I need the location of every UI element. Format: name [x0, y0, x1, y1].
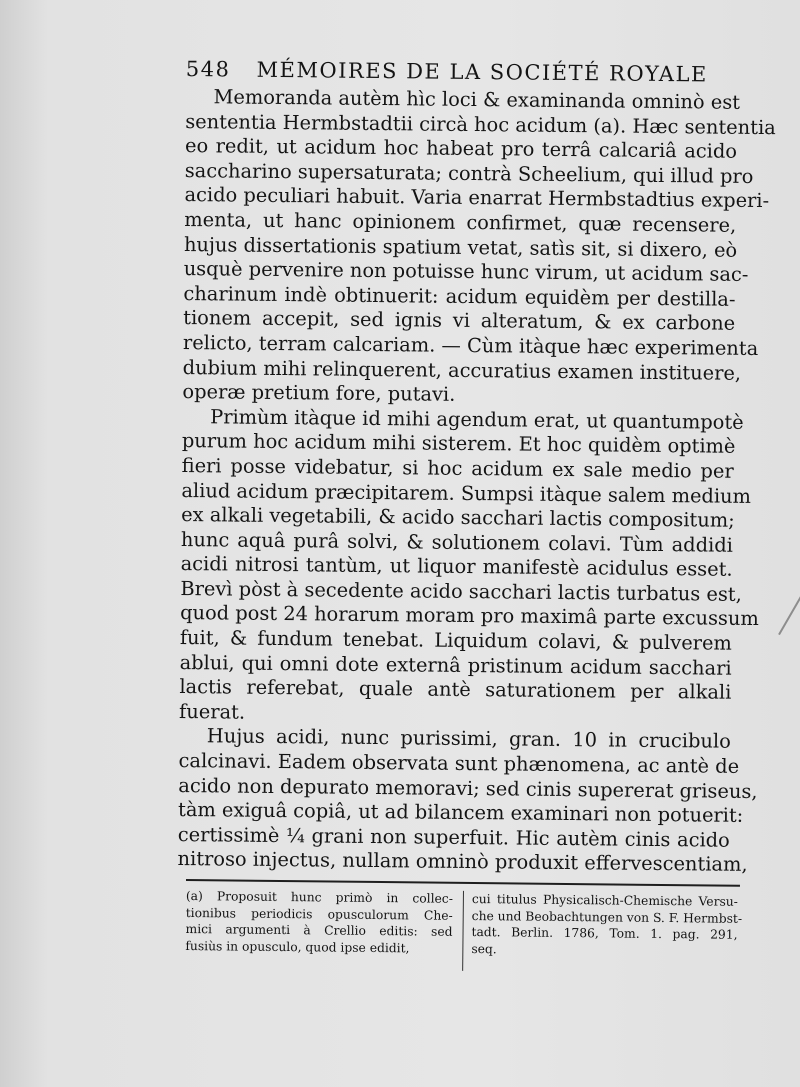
- text-line: acido non depurato memoravi; sed cinis supererat griseus,: [178, 773, 758, 803]
- text-line: eo redit, ut acidum hoc habeat pro terrâ calcariâ acido: [184, 134, 738, 163]
- text-line: ex alkali vegetabili, & acido sacchari lactis compositum;: [181, 503, 735, 532]
- text-line: certissimè ¼ grani non superfuit. Hic autèm cinis acido: [177, 822, 730, 852]
- text-line: fuit, & fundum tenebat. Liquidum colavi, & pulverem: [179, 626, 732, 655]
- text-line: usquè pervenire non potuisse hunc virum, ut acidum sac-: [183, 257, 749, 287]
- text-line: dubium mihi relinquerent, accuratius examen instituere,: [182, 355, 742, 385]
- text-line: saccharino supersaturata; contrà Scheelium, qui illud pro: [184, 158, 754, 188]
- footnote-line: fusiùs in opusculo, quod ipse edidit,: [185, 938, 410, 956]
- text-line: purum hoc acidum mihi sisterem. Et hoc quidèm optimè: [181, 429, 736, 459]
- text-line: lactis referebat, quale antè saturationem per alkali: [179, 675, 732, 704]
- text-line: acido peculiari habuit. Varia enarrat Hermbstadtius experi-: [184, 183, 770, 213]
- text-line: calcinavi. Eadem observata sunt phænomena, ac antè de: [178, 748, 740, 778]
- text-line: Hujus acidi, nunc purissimi, gran. 10 in crucibulo: [206, 724, 731, 754]
- footnote-rule: [186, 879, 740, 887]
- text-line: nitroso injectus, nullam omninò produxit effervescentiam,: [177, 847, 748, 877]
- text-line: Memoranda autèm hìc loci & examinanda omninò est: [213, 85, 741, 114]
- text-line: fuerat.: [179, 699, 246, 724]
- text-line: tionem accepit, sed ignis vi alteratum, & ex carbone: [183, 306, 736, 336]
- footnote-line: tadt. Berlin. 1786, Tom. 1. pag. 291,: [471, 925, 738, 942]
- footnote-line: che und Beobachtungen von S. F. Hermbst-: [471, 908, 743, 926]
- footnote-line: mici argumenti à Crellio editis: sed: [185, 922, 453, 939]
- text-line: Primùm itàque id mihi agendum erat, ut quantumpotè: [210, 404, 744, 434]
- footnote-line: tionibus periodicis opusculorum Che-: [185, 905, 453, 923]
- page-number: 548: [185, 56, 231, 82]
- text-line: sententia Hermbstadtii circà hoc acidum (a). Hæc sententia: [185, 109, 776, 139]
- text-line: acidi nitrosi tantùm, ut liquor manifestè acidulus esset.: [180, 552, 733, 582]
- text-line: Brevì pòst à secedente acido sacchari lactis turbatus est,: [180, 576, 742, 606]
- text-line: charinum indè obtinuerit: acidum equidèm per destilla-: [183, 281, 736, 311]
- paragraph: [182, 85, 776, 410]
- main-text-block: [177, 55, 776, 878]
- paragraph: [177, 724, 758, 877]
- body-text: [177, 85, 776, 878]
- footnote-line: seq.: [471, 941, 497, 957]
- running-title: MÉMOIRES DE LA SOCIÉTÉ ROYALE: [256, 57, 708, 87]
- text-line: aliud acidum præcipitarem. Sumpsi itàque salem medium: [181, 478, 752, 508]
- text-line: relicto, terram calcariam. — Cùm itàque hæc experimenta: [182, 330, 759, 360]
- text-line: hunc aquâ purâ solvi, & solutionem colavi. Tùm addidi: [180, 527, 734, 557]
- footnote-line: cui titulus Physicalisch-Chemische Versu-: [471, 891, 738, 909]
- paragraph: [179, 404, 759, 730]
- text-line: hujus dissertationis spatium vetat, satìs sit, si dixero, eò: [183, 232, 738, 262]
- footnote-left-column: [185, 888, 453, 971]
- text-line: quod post 24 horarum moram pro maximâ parte excussum: [180, 601, 759, 631]
- footnote-area: [185, 888, 743, 974]
- text-line: ablui, qui omni dote externâ pristinum acidum sacchari: [179, 650, 732, 680]
- text-line: fieri posse videbatur, si hoc acidum ex sale medio per: [181, 453, 734, 483]
- footnote-line: (a) Proposuit hunc primò in collec-: [185, 888, 453, 906]
- text-line: operæ pretium fore, putavi.: [182, 380, 456, 406]
- text-line: menta, ut hanc opinionem confirmet, quæ recensere,: [184, 207, 737, 237]
- page-crease: [778, 565, 800, 635]
- text-line: tàm exiguâ copiâ, ut ad bilancem examinari non potuerit:: [177, 798, 744, 828]
- footnote-right-column: [462, 891, 743, 974]
